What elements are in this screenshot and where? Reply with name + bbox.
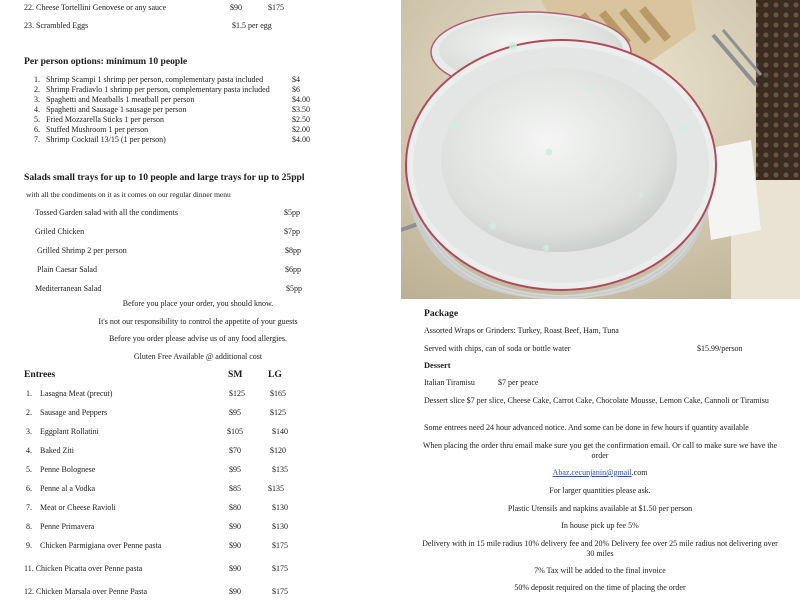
pp-price: $4 xyxy=(292,75,300,84)
gluten-free-note: Gluten Free Available @ additional cost xyxy=(133,352,263,361)
entree-sm: $80 xyxy=(229,503,241,512)
entrees-lg-header: LG xyxy=(268,369,282,380)
entree-name: Eggplant Rollatini xyxy=(40,427,99,436)
entree-sm: $90 xyxy=(229,522,241,531)
entree-lg: $125 xyxy=(270,408,286,417)
entree-num: 2. xyxy=(26,408,32,417)
deposit-note: 50% deposit required on the time of placing the order xyxy=(514,583,686,592)
entree-sm: $90 xyxy=(229,564,241,573)
pp-num: 1. xyxy=(34,75,40,84)
top-item-22-sm: $90 xyxy=(230,3,242,12)
pp-price: $4.00 xyxy=(292,135,310,144)
entree-lg: $130 xyxy=(272,522,288,531)
entree-lg: $130 xyxy=(272,503,288,512)
salads-subheading: with all the condiments on it as it comes on our regular dinner menu xyxy=(26,190,231,199)
entree-num: 3. xyxy=(26,427,32,436)
package-heading: Package xyxy=(424,308,459,319)
pp-item: Spaghetti and Meatballs 1 meatball per person xyxy=(46,95,195,104)
entree-lg: $165 xyxy=(270,389,286,398)
entree-name: Penne Primavera xyxy=(40,522,95,531)
per-person-heading: Per person options: minimum 10 people xyxy=(24,56,188,67)
larger-quantities: For larger quantities please ask. xyxy=(549,486,651,495)
entree-name: 11. Chicken Picatta over Penne pasta xyxy=(24,564,143,573)
pickup-fee: In house pick up fee 5% xyxy=(561,521,639,530)
salad-item: Mediterranean Salad xyxy=(35,284,102,293)
salad-item: Tossed Garden salad with all the condiments xyxy=(35,208,178,217)
entree-sm: $90 xyxy=(229,541,241,550)
entree-num: 7. xyxy=(26,503,32,512)
entree-name: Lasagna Meat (precut) xyxy=(40,389,113,398)
entree-sm: $70 xyxy=(229,446,241,455)
dessert-heading: Dessert xyxy=(424,361,451,370)
package-served: Served with chips, can of soda or bottle water xyxy=(424,344,571,353)
entree-name: Penne Bolognese xyxy=(40,465,96,474)
entree-num: 8. xyxy=(26,522,32,531)
entree-name: Baked Ziti xyxy=(40,446,74,455)
package-price: $15.99/person xyxy=(697,344,743,353)
entree-name: Meat or Cheese Ravioli xyxy=(40,503,116,512)
pp-item: Shrimp Cocktail 13/15 (1 per person) xyxy=(46,135,166,144)
top-item-22: 22. Cheese Tortellini Genovese or any sauce xyxy=(24,3,167,12)
email-link[interactable]: Abaz.cecunjanin@gmail xyxy=(552,468,632,477)
utensils-note: Plastic Utensils and napkins available at $1.50 per person xyxy=(507,504,693,513)
entree-sm: $105 xyxy=(227,427,243,436)
entree-name: Chicken Parmigiana over Penne pasta xyxy=(40,541,162,550)
salad-price: $5pp xyxy=(286,284,302,293)
pp-num: 2. xyxy=(34,85,40,94)
entree-lg: $140 xyxy=(272,427,288,436)
advance-notice: Some entrees need 24 hour advanced notice. And some can be done in few hours if quantity available xyxy=(424,423,749,432)
dessert-slice: Dessert slice $7 per slice, Cheese Cake, Carrot Cake, Chocolate Mousse, Lemon Cake, Cannoli or Tiramisu xyxy=(424,396,769,405)
pp-item: Fried Mozzarella Sticks 1 per person xyxy=(46,115,164,124)
pp-num: 5. xyxy=(34,115,40,124)
pp-num: 7. xyxy=(34,135,40,144)
salad-item: Plain Caesar Salad xyxy=(37,265,97,274)
delivery-fee: Delivery with in 15 mile radius 10% delivery fee and 20% Delivery fee over 25 mile radius not delivering over 30 miles xyxy=(422,539,778,558)
email-note: When placing the order thru email make sure you get the confirmation email. Or call to make sure we have the order xyxy=(422,441,778,460)
salads-heading: Salads small trays for up to 10 people and large trays for up to 25ppl xyxy=(24,172,305,183)
plates-illustration xyxy=(401,0,800,299)
pp-price: $3.50 xyxy=(292,105,310,114)
pp-item: Spaghetti and Sausage 1 sausage per person xyxy=(46,105,187,114)
pp-item: Stuffed Mushroom 1 per person xyxy=(46,125,149,134)
email-suffix: .com xyxy=(631,468,648,477)
top-item-22-lg: $175 xyxy=(268,3,284,12)
entree-num: 1. xyxy=(26,389,32,398)
salad-price: $7pp xyxy=(284,227,300,236)
entree-lg: $175 xyxy=(272,541,288,550)
salad-item: Grilled Shrimp 2 per person xyxy=(37,246,127,255)
pp-price: $4.00 xyxy=(292,95,310,104)
pp-price: $6 xyxy=(292,85,300,94)
entree-lg: $135 xyxy=(268,484,284,493)
entree-sm: $125 xyxy=(229,389,245,398)
pp-price: $2.00 xyxy=(292,125,310,134)
entree-num: 9. xyxy=(26,541,32,550)
salad-price: $5pp xyxy=(284,208,300,217)
top-item-23: 23. Scrambled Eggs xyxy=(24,21,89,30)
entree-lg: $175 xyxy=(272,587,288,596)
email-line xyxy=(420,468,780,477)
plates-photo xyxy=(401,0,800,299)
pp-num: 4. xyxy=(34,105,40,114)
pp-price: $2.50 xyxy=(292,115,310,124)
note-line: Before you order please advise us of any food allergies. xyxy=(108,334,287,343)
note-line: Before you place your order, you should know. xyxy=(122,299,274,308)
entree-sm: $85 xyxy=(229,484,241,493)
pp-item: Shrimp Fradiavlo 1 shrimp per person, complementary pasta included xyxy=(46,85,270,94)
salad-item: Griled Chicken xyxy=(35,227,85,236)
entree-num: 4. xyxy=(26,446,32,455)
pp-item: Shrimp Scampi 1 shrimp per person, complementary pasta included xyxy=(46,75,264,84)
entree-num: 5. xyxy=(26,465,32,474)
entree-sm: $90 xyxy=(229,587,241,596)
entree-lg: $135 xyxy=(272,465,288,474)
top-item-23-price: $1.5 per egg xyxy=(232,21,272,30)
tax-note: 7% Tax will be added to the final invoice xyxy=(534,566,666,575)
salad-price: $6pp xyxy=(285,265,301,274)
note-line: It's not our responsibility to control the appetite of your guests xyxy=(98,317,298,326)
entrees-sm-header: SM xyxy=(228,369,243,380)
entree-num: 6. xyxy=(26,484,32,493)
tiramisu-name: Italian Tiramisu xyxy=(424,378,475,387)
pp-num: 3. xyxy=(34,95,40,104)
entree-name: 12. Chicken Marsala over Penne Pasta xyxy=(24,587,148,596)
entree-lg: $175 xyxy=(272,564,288,573)
entree-lg: $120 xyxy=(270,446,286,455)
entree-sm: $95 xyxy=(229,465,241,474)
entree-sm: $95 xyxy=(229,408,241,417)
tiramisu-price: $7 per peace xyxy=(498,378,539,387)
package-line: Assorted Wraps or Grinders: Turkey, Roast Beef, Ham, Tuna xyxy=(424,326,619,335)
pp-num: 6. xyxy=(34,125,40,134)
entrees-heading: Entrees xyxy=(24,369,56,380)
entree-name: Sausage and Peppers xyxy=(40,408,108,417)
salad-price: $8pp xyxy=(285,246,301,255)
entree-name: Penne al a Vodka xyxy=(40,484,96,493)
